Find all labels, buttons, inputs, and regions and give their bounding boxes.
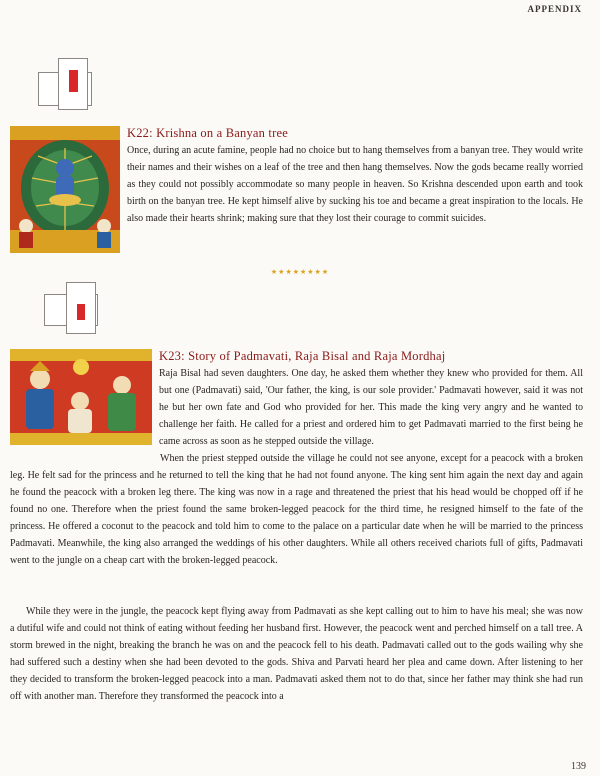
krishna-banyan-painting-icon <box>10 126 120 253</box>
section-k23-paragraph-3: While they were in the jungle, the peacock kept flying away from Padmavati as she kept calling out to him to have his meal; she was now a dutiful wife and could not think of eating without feeding her husband first. However, the peacock went and perched himself on a tall tree. A storm brewed in the night, breaking the branch he was on and the peacock fell to his death. Padmavati called out to the gods wailing why she had suffered such a destiny when she had been devoted to the gods. Shiva and Parvati heard her plea and came down. After listening to her they decided to transform the broken-legged peacock into a man. Padmavati asked them not to do that, since her father may think she had run off with another man. Therefore they transformed the peacock into a <box>10 606 583 702</box>
padmavati-court-painting-icon <box>10 349 152 445</box>
section-k23-paragraph-1: Raja Bisal had seven daughters. One day, he asked them whether they knew who provided for them. All but one (Padmavati) said, 'Our father, the king, is our sole provider.' Padmavati however, said it was not he but her own fate and God who provided for her. This made the king very angry and he wanted to challenge her faith. He called for a priest and ordered him to get Padmavati married to the first being he came across as soon as he stepped outside the village. <box>159 368 583 447</box>
page-locator-diagram <box>38 58 98 114</box>
section-title-k23: K23: Story of Padmavati, Raja Bisal and Raja Mordhaj <box>159 349 446 363</box>
section-separator: ★★★★★★★★ <box>270 268 330 276</box>
section-k22-paragraph-1: Once, during an acute famine, people had no choice but to hang themselves from a banyan tree. They would write their names and their wishes on a leaf of the tree and then hang themselves. Now the gods became really worried as they could not possibly accommodate so many people in heaven. So Krishna descended upon earth and took birth on the banyan tree. He kept himself alive by sucking his toe and became a great inspiration to the locals. He also made their hearts shrink; making sure that they lost their courage to commit suicides. <box>127 145 583 224</box>
page-locator-diagram <box>44 282 104 338</box>
page-number: 139 <box>571 761 586 772</box>
section-k23-paragraph-2: When the priest stepped outside the village he could not see anyone, except for a peacock with a broken leg. He felt sad for the princess and he returned to tell the king that he had not found anyone. The king sent him again the next day and again he found the peacock with a broken leg there. The king was now in a rage and threatened the priest that his head would be chopped off if he found no one. Therefore when the priest found the same broken-legged peacock for the third time, he resigned himself to the fate of the princess. He offered a coconut to the peacock and told him to come to the palace on a particular date when he will be married to the princess Padmavati. Meanwhile, the king also arranged the weddings of his other daughters. While all others received chariots full of gifts, Padmavati went to the jungle on a cheap cart with the broken-legged peacock. <box>10 453 583 566</box>
section-title-k22: K22: Krishna on a Banyan tree <box>127 126 288 140</box>
running-header: APPENDIX <box>527 4 582 14</box>
